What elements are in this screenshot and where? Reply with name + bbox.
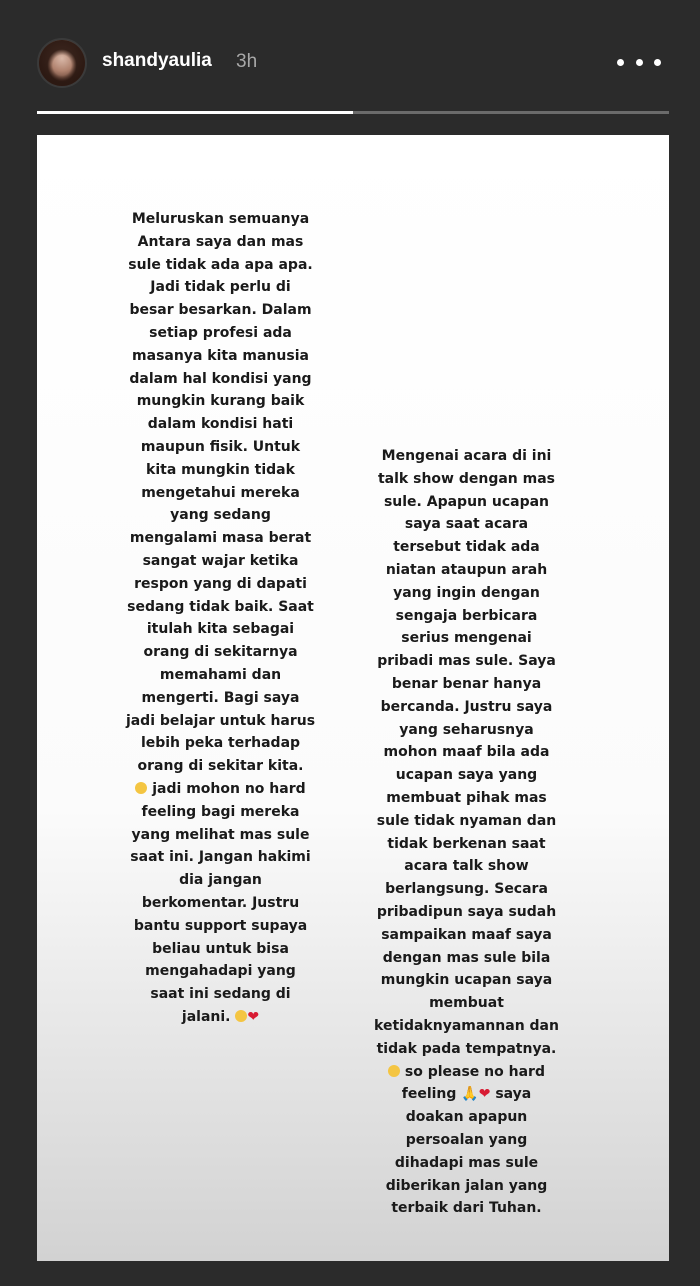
left-tail-line: feeling bagi mereka xyxy=(141,803,300,820)
left-text-main: Meluruskan semuanya Antara saya dan mas sule tidak ada apa apa. Jadi tidak perlu di besar besarkan. Dalam setiap profesi ada masanya kita manusia dalam hal kondisi yang mungkin kurang baik dalam kondisi hati maupun fisik. Untuk kita mungkin tidak mengetahui mereka yang sedang mengalami masa berat sangat wajar ketika respon yang di dapati sedang tidak baik. Saat itulah kita sebagai orang di sekitarnya memahami dan mengerti. Bagi saya jadi belajar untuk harus lebih peka terhadap orang di sekitar kita. xyxy=(125,211,316,775)
left-tail-line: beliau untuk bisa xyxy=(152,940,289,957)
post-time: 3h xyxy=(236,51,258,72)
right-tail-line: feeling xyxy=(401,1086,462,1103)
left-tail-line: bantu support supaya xyxy=(133,917,308,934)
dot xyxy=(654,59,661,66)
right-tail-line: persoalan yang xyxy=(405,1131,528,1148)
right-tail-line: so please no hard xyxy=(400,1063,545,1080)
left-tail-line: saat ini. Jangan hakimi xyxy=(130,849,311,866)
dot xyxy=(636,59,643,66)
smile-emoji-icon xyxy=(388,1065,400,1077)
profile-avatar[interactable] xyxy=(37,38,87,88)
right-tail-line: saya xyxy=(490,1086,532,1103)
story-header xyxy=(0,0,700,110)
left-tail-line: dia jangan xyxy=(179,872,262,889)
right-tail-line: doakan apapun xyxy=(405,1109,528,1126)
more-options-icon[interactable] xyxy=(617,48,661,76)
left-tail-line: berkomentar. Justru xyxy=(141,894,300,911)
left-tail-line: jalani. xyxy=(181,1008,236,1025)
heart-emoji-icon: ❤ xyxy=(247,1008,260,1025)
story-progress-bar xyxy=(37,111,669,114)
username[interactable]: shandyaulia xyxy=(102,50,212,71)
heart-emoji-icon: ❤ xyxy=(478,1086,491,1103)
story-progress-fill xyxy=(37,111,353,114)
dot xyxy=(617,59,624,66)
smile-emoji-icon xyxy=(135,782,147,794)
left-tail-line: jadi mohon no hard xyxy=(147,780,306,797)
left-tail-line: saat ini sedang di xyxy=(150,986,291,1003)
story-text-left xyxy=(123,208,318,1029)
right-tail-line: diberikan jalan yang xyxy=(385,1177,548,1194)
avatar-photo xyxy=(39,40,85,86)
left-tail-line: mengahadapi yang xyxy=(145,963,296,980)
right-tail-line: dihadapi mas sule xyxy=(394,1154,539,1171)
story-text-right xyxy=(364,445,569,1220)
left-tail-line: yang melihat mas sule xyxy=(131,826,310,843)
smile-emoji-icon xyxy=(235,1010,247,1022)
story-content[interactable] xyxy=(37,135,669,1261)
right-tail-line: terbaik dari Tuhan. xyxy=(391,1200,542,1217)
right-text-main: Mengenai acara di ini talk show dengan mas sule. Apapun ucapan saya saat acara tersebut tidak ada niatan ataupun arah yang ingin dengan sengaja berbicara serius mengenai pribadi mas sule. Saya benar benar hanya bercanda. Justru saya yang seharusnya mohon maaf bila ada ucapan saya yang membuat pihak mas sule tidak nyaman dan tidak berkenan saat acara talk show berlangsung. Secara pribadipun saya sudah sampaikan maaf saya dengan mas sule bila mungkin ucapan saya membuat ketidaknyamannan dan tidak pada tempatnya. xyxy=(374,448,559,1057)
folded-hands-emoji-icon: 🙏 xyxy=(461,1086,479,1103)
